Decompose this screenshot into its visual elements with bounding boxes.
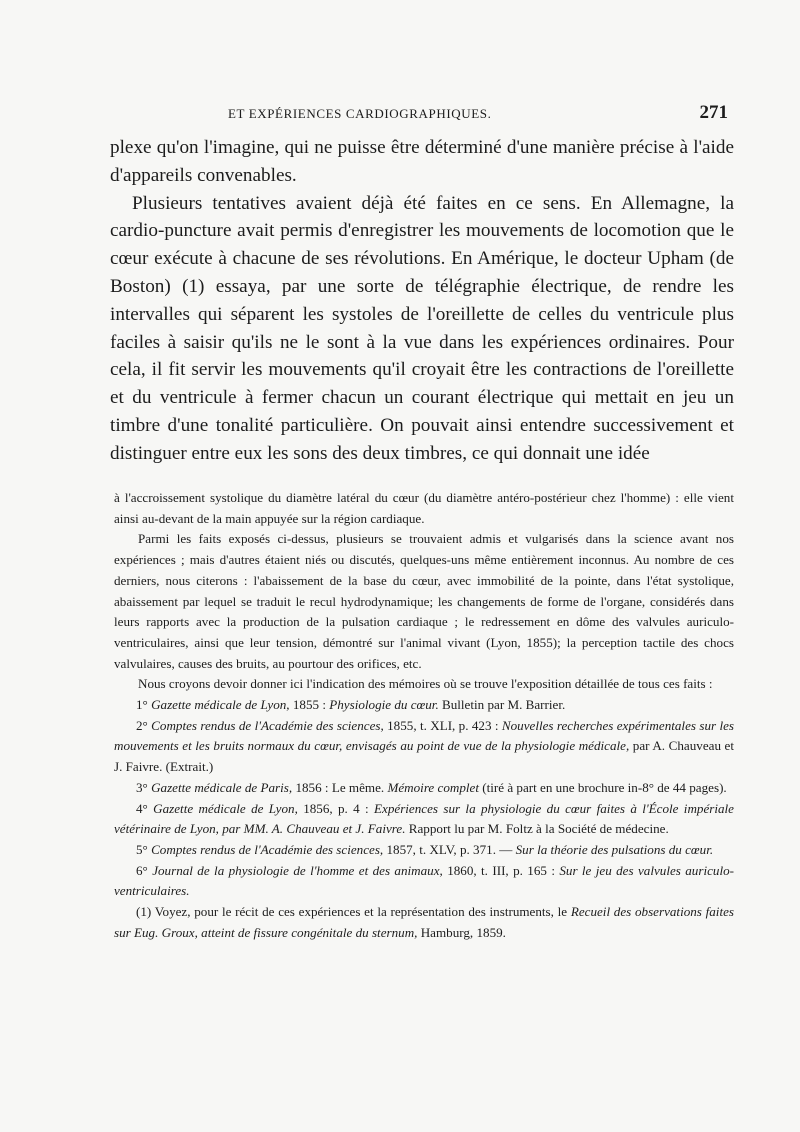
reference-item: 3° Gazette médicale de Paris, 1856 : Le même. Mémoire complet (tiré à part en une brochure in-8° de 44 pages). (136, 779, 727, 795)
reference-item: 5° Comptes rendus de l'Académie des sciences, 1857, t. XLV, p. 371. — Sur la théorie des pulsations du cœur. (136, 841, 714, 857)
main-text (110, 134, 734, 468)
paragraph-2: Plusieurs tentatives avaient déjà été faites en ce sens. En Allemagne, la cardio-puncture avait permis d'enregistrer les mouvements de locomotion que le cœur exécute à chacune de ses révolutions. En Amérique, le docteur Upham (de Boston) (1) essaya, par une sorte de télégraphie électrique, de rendre les intervalles qui séparent les systoles de l'oreillette de celles du ventricule plus faciles à saisir qu'ils ne le sont à la vue dans les expériences ordinaires. Pour cela, il fit servir les mouvements qu'il croyait être les contractions de l'oreillette et du ventricule à fermer chacun un courant électrique qui mettait en jeu un timbre d'une tonalité particulière. On pouvait ainsi entendre successivement et distinguer entre eux les sons des deux timbres, ce qui donnait une idée (110, 192, 734, 464)
note-memoirs-intro: Nous croyons devoir donner ici l'indication des mémoires où se trouve l'exposition détaillée de tous ces faits : (138, 676, 713, 692)
reference-item: 1° Gazette médicale de Lyon, 1855 : Physiologie du cœur. Bulletin par M. Barrier. (136, 697, 566, 713)
running-title: ET EXPÉRIENCES CARDIOGRAPHIQUES. (228, 106, 492, 121)
reference-item: 4° Gazette médicale de Lyon, 1856, p. 4 : Expériences sur la physiologie du cœur faites à l'École impériale vétérinaire de Lyon, par MM. A. Chauveau et J. Faivre. Rapport lu par M. Foltz à la Société de médecine. (114, 800, 734, 837)
reference-item: 2° Comptes rendus de l'Académie des sciences, 1855, t. XLI, p. 423 : Nouvelles recherches expérimentales sur les mouvements et les bruits normaux du cœur, envisagés au point de vue de la physiologie médicale, par A. Chauveau et J. Faivre. (Extrait.) (114, 717, 735, 775)
page-number: 271 (699, 102, 728, 123)
note-continuation: à l'accroissement systolique du diamètre latéral du cœur (du diamètre antéro-postérieur chez l'homme) : elle vient ainsi au-devant de la main appuyée sur la région cardiaque. (114, 490, 734, 526)
reference-item: 6° Journal de la physiologie de l'homme et des animaux, 1860, t. III, p. 165 : Sur le jeu des valvules auriculo-ventriculaires. (114, 862, 734, 899)
note-facts: Parmi les faits exposés ci-dessus, plusieurs se trouvaient admis et vulgarisés dans la science avant nos expériences ; mais d'autres étaient niés ou discutés, quelques-uns même entièrement inconnus. Au nombre de ces derniers, nous citerons : l'abaissement de la base du cœur, avec immobilité de la pointe, dans l'état systolique, abaissement par lequel se traduit le recul hydrodynamique; les changements de forme de l'organe, considérés dans leurs rapports avec la production de la pulsation cardiaque ; le redressement en dôme des valvules auriculo-ventriculaires, ainsi que leur tension, démontré sur l'animal vivant (Lyon, 1855); la perception tactile des chocs valvulaires, causes des bruits, au pourtour des orifices, etc. (114, 531, 734, 671)
footnote: (1) Voyez, pour le récit de ces expériences et la représentation des instruments, le Recueil des observations faites sur Eug. Groux, atteint de fissure congénitale du sternum, Hamburg, 1859. (114, 904, 734, 940)
running-head (110, 104, 730, 128)
paragraph-1: plexe qu'on l'imagine, qui ne puisse être déterminé d'une manière précise à l'aide d'appareils convenables. (110, 137, 734, 186)
notes (114, 488, 734, 943)
